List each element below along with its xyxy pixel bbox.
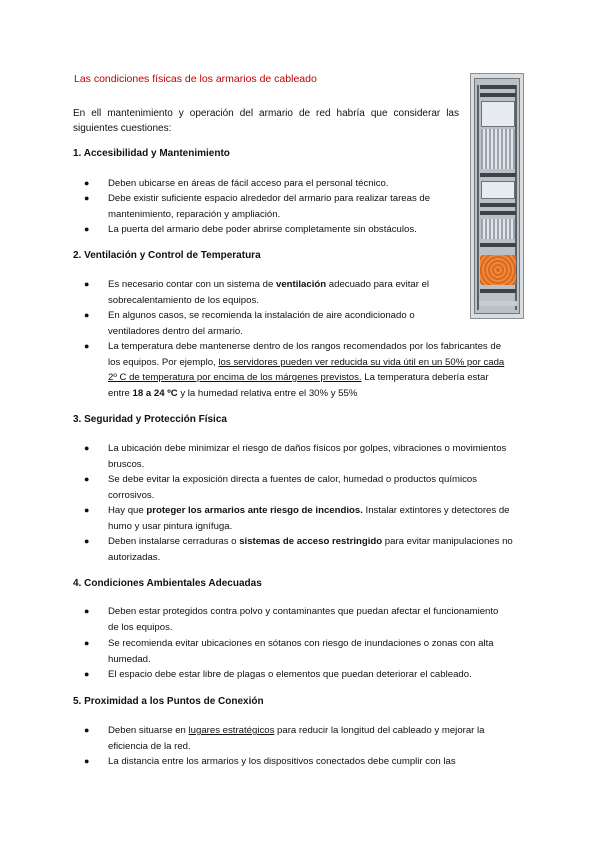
list-item [84,176,464,192]
rack-frame [474,78,520,314]
list-item [84,503,514,534]
bullet-icon: ● [84,178,90,188]
list-item [84,277,464,308]
rack-unit [480,211,516,215]
item-text: Es necesario contar con un sistema de [108,279,276,290]
bullet-icon: ● [84,224,90,234]
item-text: autorizadas. [108,551,161,563]
item-text-bold: sistemas de acceso restringido [239,536,383,547]
patch-panel [481,181,515,199]
list-item [84,222,464,238]
bullet-icon: ● [84,536,90,546]
rack-unit [480,173,516,177]
bullet-icon: ● [84,725,90,735]
item-text: Se recomienda evitar ubicaciones en sótanos con riesgo de inundaciones o zonas con alta [108,638,494,649]
list-item [84,441,514,472]
cable-bundle [481,129,515,169]
section-heading: 2. Ventilación y Control de Temperatura [73,250,261,261]
item-text: En algunos casos, se recomienda la instalación de aire acondicionado o [108,310,415,321]
item-text: El espacio debe estar libre de plagas o elementos que puedan deteriorar el cableado. [108,669,472,680]
list-item [84,667,514,683]
item-text: Deben estar protegidos contra polvo y contaminantes que puedan afectar el funcionamiento [108,606,499,617]
item-text-bold: 18 a 24 ºC [132,387,178,399]
item-text-bold: ventilación [275,279,327,290]
item-text: para reducir la longitud del cableado y mejorar la [274,725,485,736]
item-text: Instalar extintores y detectores de [362,505,510,516]
bullet-icon: ● [84,474,90,484]
item-text: La temperatura debe mantenerse dentro de los rangos recomendados por los fabricantes de [108,341,502,352]
item-text: los equipos. Por ejemplo, [108,356,219,368]
item-text: corrosivos. [108,489,155,501]
item-text-bold: proteger los armarios ante riesgo de incendios. [146,505,363,516]
rack-unit [480,243,516,247]
bullet-icon: ● [84,505,90,515]
item-text: bruscos. [108,458,145,470]
list-item [84,534,514,565]
item-text: eficiencia de la red. [108,740,191,752]
item-text-underlined: 2º C de temperatura por encima de los márgenes previstos. [108,372,362,383]
list-item [84,723,514,754]
list-item [84,308,464,339]
document-title: Las condiciones físicas de los armarios de cableado [74,73,317,85]
item-text: ventiladores dentro del armario. [108,325,243,337]
item-text: La distancia entre los armarios y los dispositivos conectados debe cumplir con las [108,756,456,767]
item-text: Deben ubicarse en áreas de fácil acceso para el personal técnico. [108,178,389,189]
fiber-cable-coil [480,255,516,285]
section-heading: 4. Condiciones Ambientales Adecuadas [73,578,262,589]
patch-panel [481,101,515,127]
bullet-icon: ● [84,341,90,351]
item-text: Deben instalarse cerraduras o [108,536,240,547]
item-text: para evitar manipulaciones no [382,536,513,547]
list-item [84,191,464,222]
bullet-icon: ● [84,279,90,289]
cable-bundle [481,219,515,239]
item-text: Deben situarse en [108,725,189,736]
item-text: La puerta del armario debe poder abrirse completamente sin obstáculos. [108,224,417,235]
item-text: humedad. [108,653,151,665]
list-item [84,339,514,401]
bullet-icon: ● [84,638,90,648]
item-text: Debe existir suficiente espacio alrededor del armario para realizar tareas de [108,193,431,204]
bullet-icon: ● [84,193,90,203]
section-heading: 3. Seguridad y Protección Física [73,414,227,425]
bullet-icon: ● [84,669,90,679]
item-text: sobrecalentamiento de los equipos. [108,294,259,306]
item-text: y la humedad relativa entre el 30% y 55% [177,387,358,399]
item-text: entre [108,387,133,399]
list-item [84,472,514,503]
item-text-underlined: lugares estratégicos [188,725,275,736]
item-text-underlined: los servidores pueden ver reducida su vida útil en un 50% por cada [218,356,505,368]
section-heading: 1. Accesibilidad y Mantenimiento [73,148,230,159]
item-text: mantenimiento, reparación y ampliación. [108,208,281,220]
network-rack-image [470,73,524,319]
list-item [84,754,514,770]
bullet-icon: ● [84,310,90,320]
item-text: adecuado para evitar el [326,279,430,290]
item-text: de los equipos. [108,621,173,633]
rack-unit [480,289,516,293]
intro-paragraph: En ell mantenimiento y operación del armario de red habría que considerar las siguientes cuestiones: [73,108,459,134]
item-text: Se debe evitar la exposición directa a fuentes de calor, humedad o productos químicos [108,474,478,485]
rack-base [479,301,517,306]
rack-rail-left [477,85,479,310]
bullet-icon: ● [84,443,90,453]
bullet-icon: ● [84,606,90,616]
item-text: humo y usar pintura ignífuga. [108,520,233,532]
section-heading: 5. Proximidad a los Puntos de Conexión [73,696,264,707]
list-item [84,604,514,635]
rack-unit [480,85,516,89]
rack-unit [480,203,516,207]
rack-unit [480,93,516,97]
item-text: Hay que [108,505,147,516]
bullet-icon: ● [84,756,90,766]
item-text: La temperatura debería estar [361,372,489,383]
item-text: La ubicación debe minimizar el riesgo de daños físicos por golpes, vibraciones o movimientos [108,443,507,454]
list-item [84,636,514,667]
